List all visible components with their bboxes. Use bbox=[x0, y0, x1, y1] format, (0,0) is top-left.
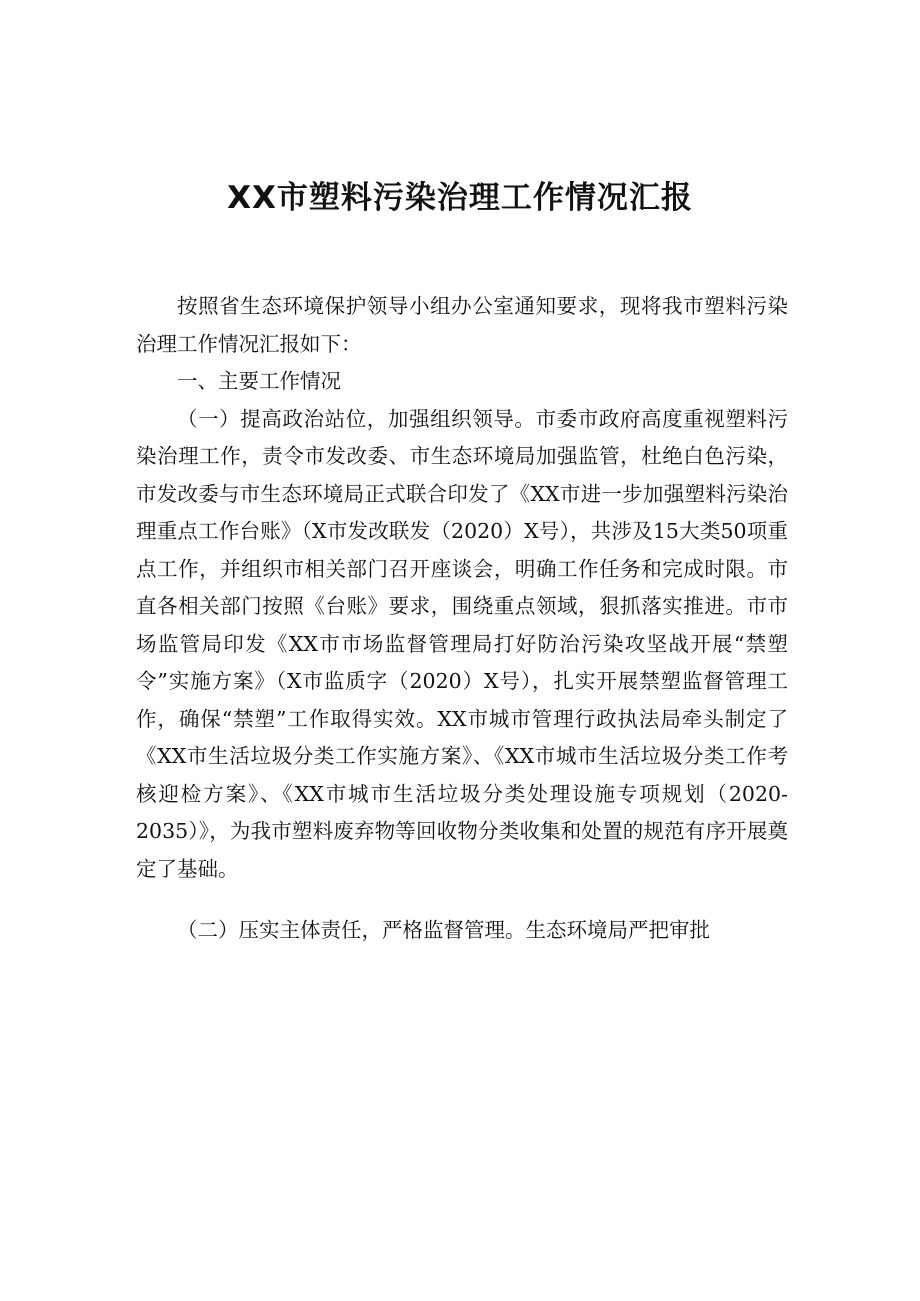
paragraph-1: （一）提高政治站位，加强组织领导。市委市政府高度重视塑料污染治理工作，责令市发改委、市生态环境局加强监管，杜绝白色污染，市发改委与市生态环境局正式联合印发了《XX市进一步加强塑料污染治理重点工作台账》（X市发改联发（2020）X号），共涉及15大类50项重点工作，并组织市相关部门召开座谈会，明确工作任务和完成时限。市直各相关部门按照《台账》要求，围绕重点领域，狠抓落实推进。市市场监管局印发《XX市市场监督管理局打好防治污染攻坚战开展“禁塑令”实施方案》（X市监质字（2020）X号），扎实开展禁塑监督管理工作，确保“禁塑”工作取得实效。XX市城市管理行政执法局牵头制定了《XX市生活垃圾分类工作实施方案》、《XX市城市生活垃圾分类工作考核迎检方案》、《XX市城市生活垃圾分类处理设施专项规划（2020-2035）》，为我市塑料废弃物等回收物分类收集和处置的规范有序开展奠定了基础。 bbox=[136, 406, 788, 881]
intro-paragraph: 按照省生态环境保护领导小组办公室通知要求，现将我市塑料污染治理工作情况汇报如下： bbox=[136, 294, 788, 356]
paragraph-2: （二）压实主体责任，严格监督管理。生态环境局严把审批 bbox=[177, 918, 710, 942]
document-title: XX市塑料污染治理工作情况汇报 bbox=[227, 180, 693, 216]
section-heading: 一、主要工作情况 bbox=[177, 369, 341, 393]
document-body bbox=[136, 288, 788, 950]
